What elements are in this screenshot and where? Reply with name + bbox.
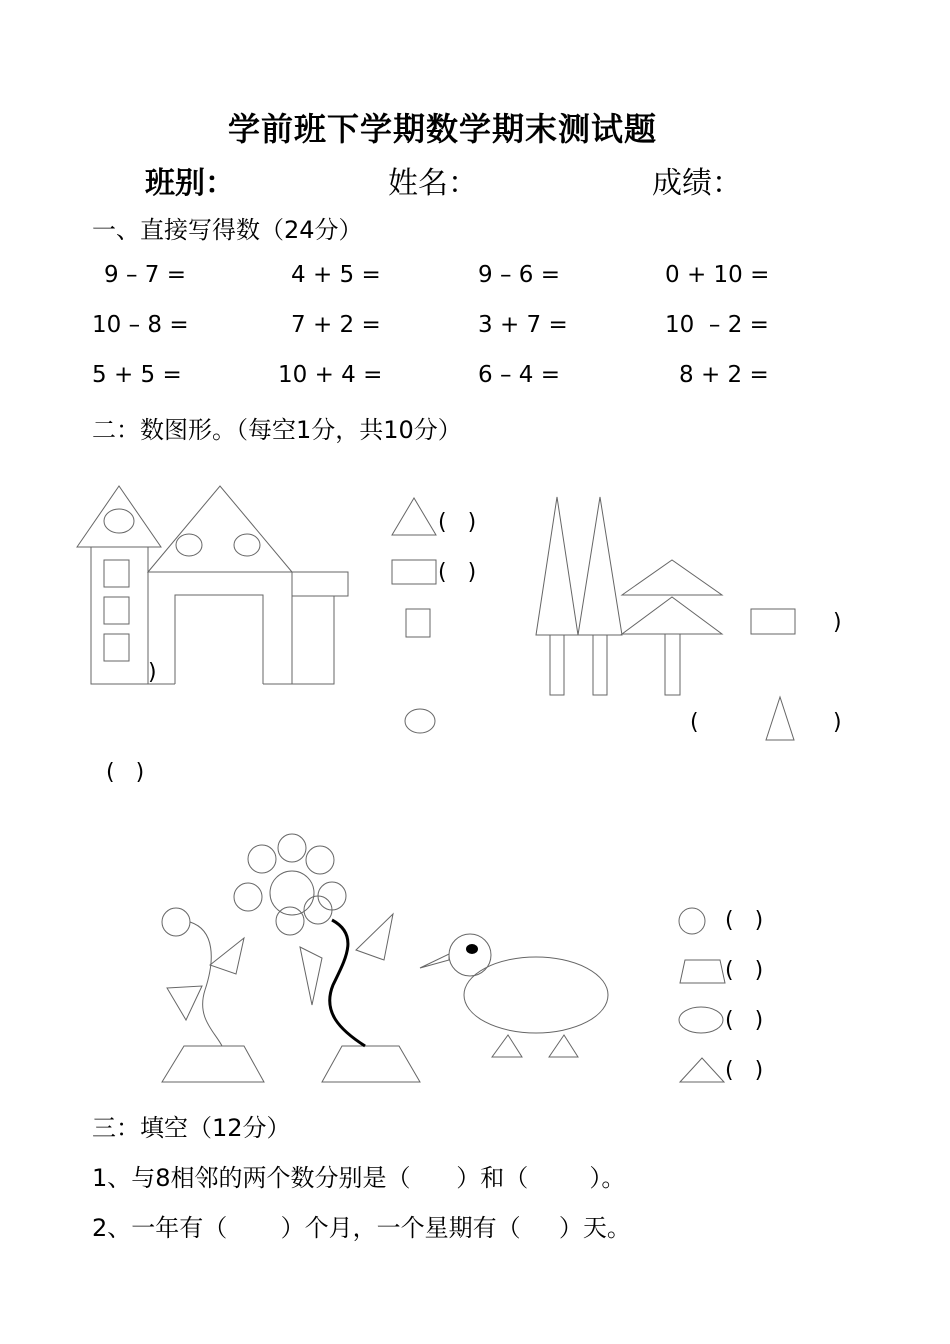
answer-blank-right[interactable]: ) (833, 710, 842, 735)
answer-blank[interactable]: ( ) (438, 510, 477, 535)
legend-trapezoid (680, 960, 725, 983)
bird-eye (466, 944, 478, 954)
bird-leg (492, 1035, 522, 1057)
answer-blank-left[interactable]: ( (690, 710, 699, 735)
tree-tall (536, 497, 578, 635)
tree-trunk (593, 635, 607, 695)
flower-stem (330, 920, 365, 1046)
tree-trunk (550, 635, 564, 695)
answer-blank[interactable]: ( ) (725, 1058, 764, 1083)
fill-in-question: 2、一年有（ ）个月，一个星期有（ ）天。 (92, 1214, 631, 1242)
legend-triangle (392, 498, 436, 535)
answer-blank[interactable]: ( ) (438, 560, 477, 585)
pot-trapezoid (322, 1046, 420, 1082)
legend-oval (679, 1007, 723, 1033)
house-side (292, 596, 334, 684)
answer-blank[interactable]: ( ) (725, 1008, 764, 1033)
math-problem: 9 – 6 = (478, 262, 560, 288)
class-label: 班别： (145, 166, 235, 201)
tower-window (104, 634, 129, 661)
math-problem: 4 + 5 = (291, 262, 381, 288)
name-label: 姓名： (388, 166, 478, 201)
bird-beak (420, 954, 449, 968)
legend-triangle (766, 697, 794, 740)
bird-body (464, 957, 608, 1033)
flower-center (270, 871, 314, 915)
math-problem: 3 + 7 = (478, 312, 568, 338)
legend-circle (679, 908, 705, 934)
legend-square (406, 609, 430, 637)
house-roof-large (148, 486, 292, 572)
roof-window-oval (176, 534, 202, 556)
page-title: 学前班下学期数学期末测试题 (227, 110, 657, 148)
leaf-triangle (210, 938, 244, 974)
tree-top (622, 560, 722, 595)
math-problem: 10 – 8 = (92, 312, 189, 338)
math-problem: 0 + 10 = (665, 262, 770, 288)
leaf-triangle (356, 914, 393, 960)
bird-leg (549, 1035, 578, 1057)
roof-window-oval (234, 534, 260, 556)
section3-heading: 三：填空（12分） (92, 1114, 291, 1142)
legend-rectangle (392, 560, 436, 584)
tree-tall (578, 497, 622, 635)
tower-window (104, 597, 129, 624)
legend-circle (405, 709, 435, 733)
answer-blank-right[interactable]: ) (833, 610, 842, 635)
fill-in-question: 1、与8相邻的两个数分别是（ ）和（ ）。 (92, 1164, 626, 1192)
leaf-triangle (300, 947, 322, 1005)
bird-head (449, 934, 491, 976)
house-ledge (292, 572, 348, 596)
pot-trapezoid (162, 1046, 264, 1082)
house-door (175, 595, 263, 684)
tree-trunk (665, 634, 680, 695)
math-problem: 7 + 2 = (291, 312, 381, 338)
answer-blank[interactable]: ( ) (106, 760, 145, 785)
legend-rectangle (751, 609, 795, 634)
math-problem: 9 – 7 = (104, 262, 186, 288)
tower-rect (91, 547, 148, 684)
leaf-triangle (167, 986, 202, 1020)
tower-window (104, 560, 129, 587)
math-problem: 6 – 4 = (478, 362, 560, 388)
math-problem: 10 – 2 = (665, 312, 769, 338)
house-roof-small (77, 486, 161, 547)
answer-blank[interactable]: ( ) (725, 958, 764, 983)
math-problem: 5 + 5 = (92, 362, 182, 388)
section2-heading: 二：数图形。（每空1分，共10分） (92, 416, 462, 444)
math-problem: 8 + 2 = (679, 362, 769, 388)
roof-window-oval (104, 509, 134, 533)
tree-top (622, 597, 722, 634)
answer-blank-right[interactable]: ) (148, 660, 157, 685)
answer-blank[interactable]: ( ) (725, 908, 764, 933)
section1-heading: 一、直接写得数（24分） (92, 216, 363, 244)
math-problem: 10 + 4 = (278, 362, 383, 388)
score-label: 成绩： (652, 166, 742, 201)
legend-triangle (680, 1058, 724, 1082)
